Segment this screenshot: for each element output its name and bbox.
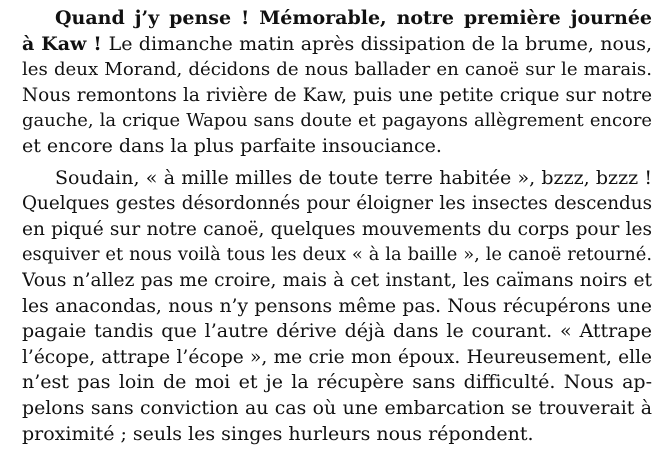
line-text: Soudain, « à mille milles de toute terre habitée », bzzz, bzzz ! (55, 166, 652, 189)
text-line (22, 242, 652, 268)
text-line (22, 191, 652, 217)
text-line (22, 268, 652, 294)
text-line (22, 134, 652, 160)
text-line (22, 166, 652, 192)
text-line (22, 370, 652, 396)
line-text: les deux Morand, décidons de nous ballader en canoë sur le marais. (22, 59, 652, 81)
line-text: n’est pas loin de moi et je la récupère sans difficulté. Nous ap- (22, 371, 652, 394)
text-line (22, 217, 652, 243)
text-line (22, 32, 652, 58)
text-line (22, 6, 652, 32)
text-line (22, 83, 652, 109)
line-text: Le dimanche matin après dissipation de la brume, nous, (108, 32, 652, 55)
line-text: pelons sans conviction au cas où une embarcation se trouverait à (22, 396, 652, 419)
line-text: esquiver et nous voilà tous les deux « à la baille », le canoë retourné. (22, 244, 652, 266)
line-text: et encore dans la plus parfaite insouciance. (22, 134, 442, 157)
text-line (22, 319, 652, 345)
text-line (22, 396, 652, 422)
line-text: gauche, la crique Wapou sans doute et pagayons allègrement encore (22, 110, 652, 132)
line-text: les anacondas, nous n’y pensons même pas. Nous récupérons une (22, 295, 652, 317)
bold-lead-in: Quand j’y pense ! Mémorable, notre première journée (55, 7, 652, 29)
text-line (22, 57, 652, 83)
line-text: en piqué sur notre canoë, quelques mouvements du corps pour les (22, 218, 652, 240)
line-text: l’écope, attrape l’écope », me crie mon époux. Heureusement, elle (22, 346, 652, 368)
text-line (22, 422, 652, 448)
document-page (22, 6, 652, 447)
text-line (22, 345, 652, 371)
line-text: pagaie tandis que l’autre dérive déjà dans le courant. « Attrape (22, 320, 652, 343)
line-text: Quelques gestes désordonnés pour éloigner les insectes descendus (22, 193, 652, 215)
text-line (22, 108, 652, 134)
text-line (22, 294, 652, 320)
paragraph-2 (22, 166, 652, 448)
bold-lead-in: à Kaw ! (22, 32, 109, 55)
line-text: proximité ; seuls les singes hurleurs nous répondent. (22, 422, 534, 445)
line-text: Vous n’allez pas me croire, mais à cet instant, les caïmans noirs et (22, 269, 652, 291)
line-text: Nous remontons la rivière de Kaw, puis une petite crique sur notre (22, 84, 652, 106)
paragraph-1 (22, 6, 652, 160)
